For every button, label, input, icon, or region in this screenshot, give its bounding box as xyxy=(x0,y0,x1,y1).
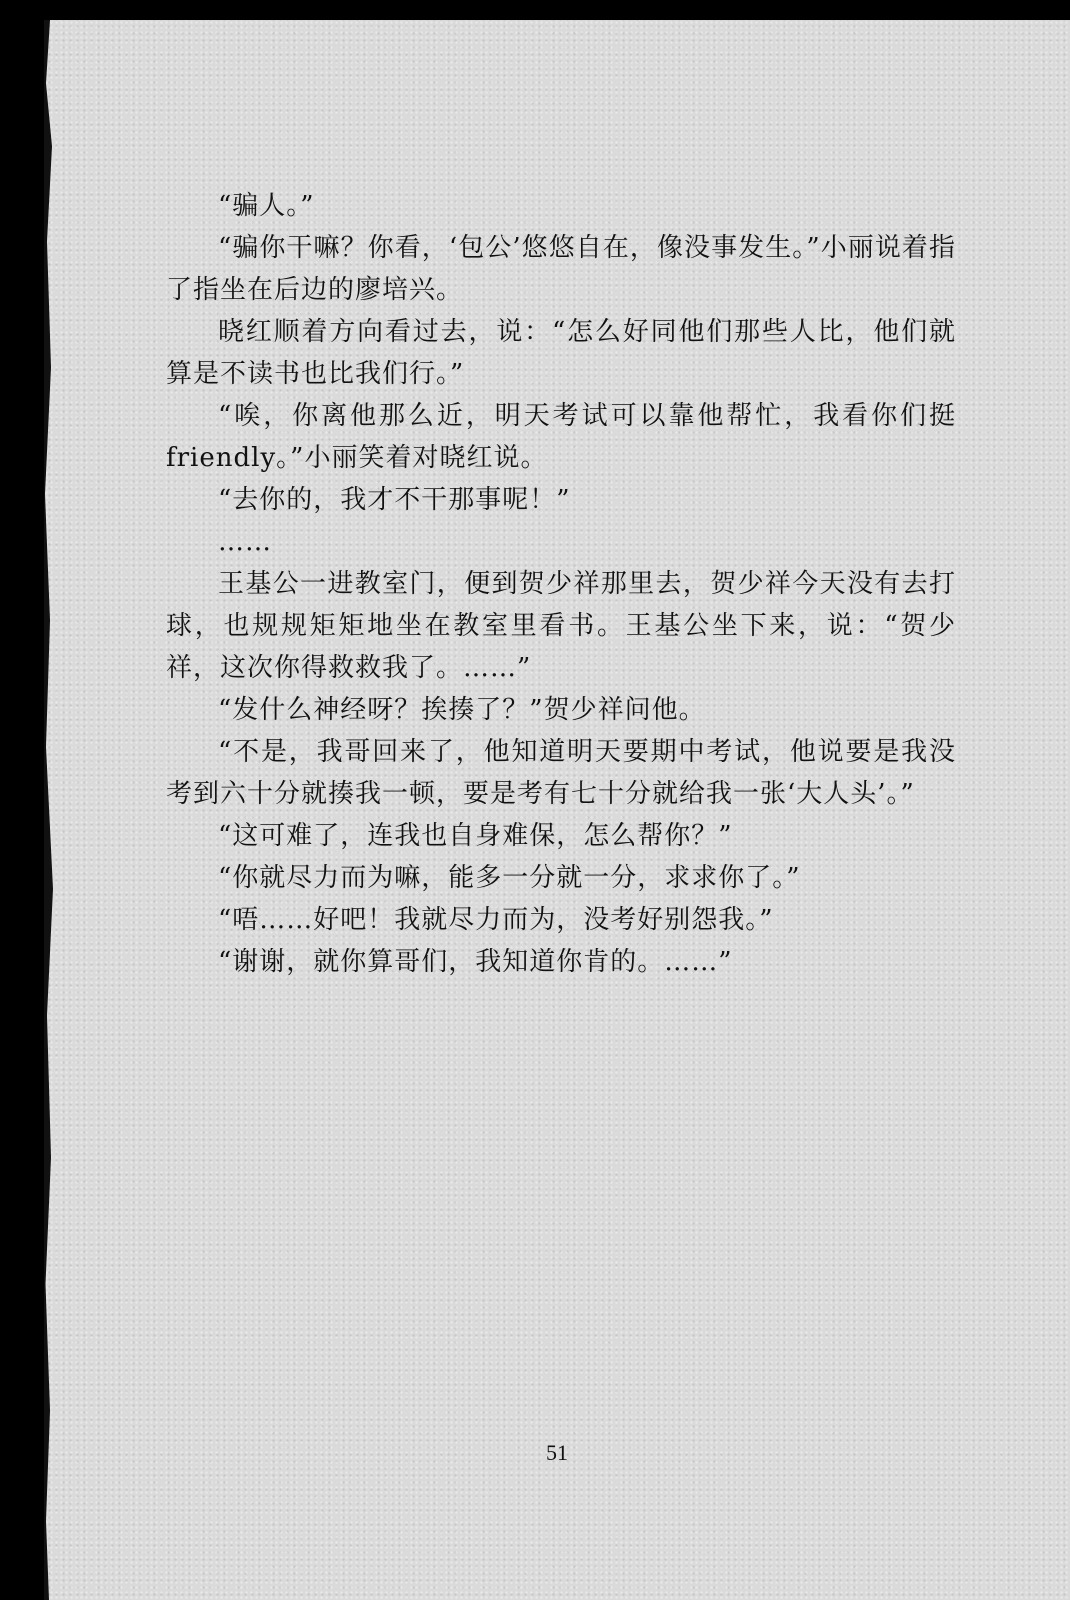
paragraph: “谢谢，就你算哥们，我知道你肯的。……” xyxy=(218,947,733,977)
paragraph: “这可难了，连我也自身难保，怎么帮你？” xyxy=(218,821,733,851)
ellipsis-line: …… xyxy=(218,527,272,557)
paragraph: “唔……好吧！我就尽力而为，没考好别怨我。” xyxy=(218,905,774,935)
paragraph: “骗人。” xyxy=(218,191,315,221)
paragraph: 王基公一进教室门，便到贺少祥那里去，贺少祥今天没有去打球，也规规矩矩地坐在教室里看书。王基公坐下来，说：“贺少祥，这次你得救救我了。……” xyxy=(166,569,956,683)
page-number: 51 xyxy=(546,1440,568,1465)
paragraph: “去你的，我才不干那事呢！” xyxy=(218,485,571,515)
scanned-page xyxy=(44,20,1070,1600)
paragraph: “你就尽力而为嘛，能多一分就一分，求求你了。” xyxy=(218,863,801,893)
paragraph: 晓红顺着方向看过去，说：“怎么好同他们那些人比，他们就算是不读书也比我们行。” xyxy=(166,317,956,389)
paragraph: “唉，你离他那么近，明天考试可以靠他帮忙，我看你们挺 friendly。”小丽笑着对晓红说。 xyxy=(166,401,956,473)
paragraph: “不是，我哥回来了，他知道明天要期中考试，他说要是我没考到六十分就揍我一顿，要是考有七十分就给我一张‘大人头’。” xyxy=(166,737,956,809)
page-edge-shadow xyxy=(44,20,54,1600)
paragraph: “发什么神经呀？挨揍了？”贺少祥问他。 xyxy=(218,695,706,725)
body-text xyxy=(166,185,956,983)
paragraph: “骗你干嘛？你看，‘包公’悠悠自在，像没事发生。”小丽说着指了指坐在后边的廖培兴。 xyxy=(166,233,956,305)
